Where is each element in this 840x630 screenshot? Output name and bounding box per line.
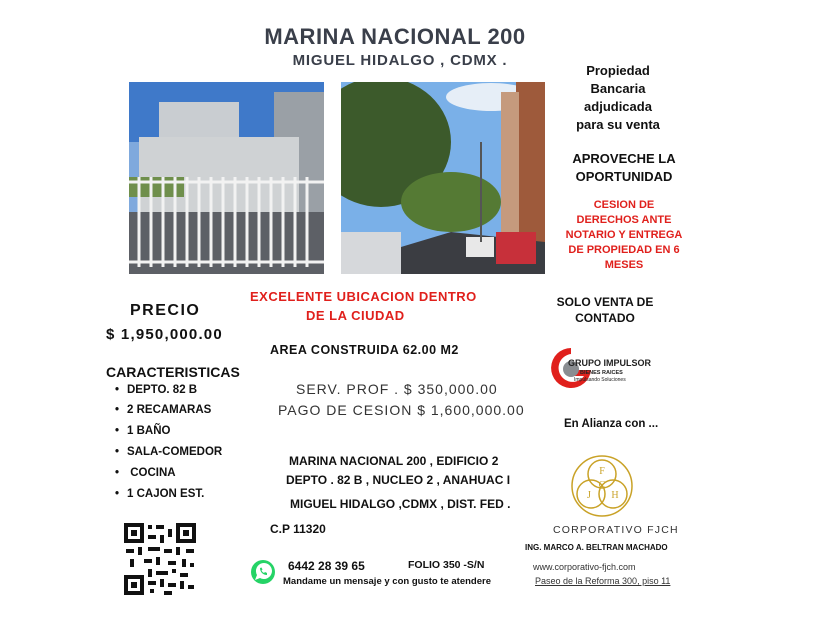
features-list bbox=[115, 384, 222, 508]
contado-note: SOLO VENTA DE CONTADO bbox=[556, 295, 654, 325]
svg-text:J: J bbox=[587, 490, 591, 501]
features-title: CARACTERISTICAS bbox=[106, 364, 240, 380]
svg-text:H: H bbox=[611, 490, 619, 501]
address-line-3: MIGUEL HIDALGO ,CDMX , DIST. FED . bbox=[290, 497, 511, 511]
serv-prof-text: SERV. PROF . $ 350,000.00 bbox=[296, 381, 498, 397]
svg-text:C: C bbox=[598, 480, 606, 491]
impulsor-mark-icon bbox=[550, 346, 592, 392]
pago-cesion-text: PAGO DE CESION $ 1,600,000.00 bbox=[278, 402, 525, 418]
location-note: EXCELENTE UBICACION DENTRO DE LA CIUDAD bbox=[250, 289, 477, 323]
price-value: $ 1,950,000.00 bbox=[106, 326, 223, 343]
area-text: AREA CONSTRUIDA 62.00 M2 bbox=[270, 343, 459, 357]
corp-person: ING. MARCO A. BELTRAN MACHADO bbox=[525, 543, 668, 552]
phone-number[interactable]: 6442 28 39 65 bbox=[288, 559, 365, 573]
cesion-note: CESION DE DERECHOS ANTE NOTARIO Y ENTREGA DE PROPIEDAD EN 6 MESES bbox=[565, 199, 683, 271]
alianza-text: En Alianza con ... bbox=[564, 418, 659, 430]
grupo-impulsor-logo: GRUPO IMPULSOR BIENES RAICES Impulsando Soluciones bbox=[550, 346, 660, 392]
list-item: • 1 CAJON EST. bbox=[115, 488, 222, 500]
fjch-logo-icon bbox=[569, 450, 635, 520]
bank-note: Propiedad Bancaria adjudicada para su venta bbox=[576, 63, 660, 132]
whatsapp-icon[interactable] bbox=[250, 559, 276, 585]
page-subtitle: MIGUEL HIDALGO , CDMX . bbox=[292, 52, 508, 69]
folio-text: FOLIO 350 -S/N bbox=[408, 559, 485, 571]
aproveche-text: APROVECHE LA OPORTUNIDAD bbox=[572, 151, 676, 184]
address-line-1: MARINA NACIONAL 200 , EDIFICIO 2 bbox=[289, 454, 499, 468]
list-item: • 1 BAÑO bbox=[115, 425, 222, 437]
list-item: • 2 RECAMARAS bbox=[115, 404, 222, 416]
price-label: PRECIO bbox=[130, 302, 201, 319]
list-item: • SALA-COMEDOR bbox=[115, 446, 222, 458]
list-item: • COCINA bbox=[115, 467, 222, 479]
postal-code: C.P 11320 bbox=[270, 522, 326, 536]
qr-code-icon[interactable] bbox=[124, 523, 196, 595]
svg-text:F: F bbox=[599, 466, 605, 477]
corp-address: Paseo de la Reforma 300, piso 11 bbox=[535, 576, 671, 586]
message-text: Mandame un mensaje y con gusto te atendere bbox=[283, 576, 491, 587]
corp-name: CORPORATIVO FJCH bbox=[553, 524, 679, 536]
address-line-2: DEPTO . 82 B , NUCLEO 2 , ANAHUAC I bbox=[286, 473, 511, 487]
page-title: MARINA NACIONAL 200 bbox=[264, 24, 526, 49]
street-photo bbox=[341, 82, 545, 274]
corp-website[interactable]: www.corporativo-fjch.com bbox=[533, 562, 636, 572]
list-item: • DEPTO. 82 B bbox=[115, 384, 222, 396]
building-gate-photo bbox=[129, 82, 324, 274]
